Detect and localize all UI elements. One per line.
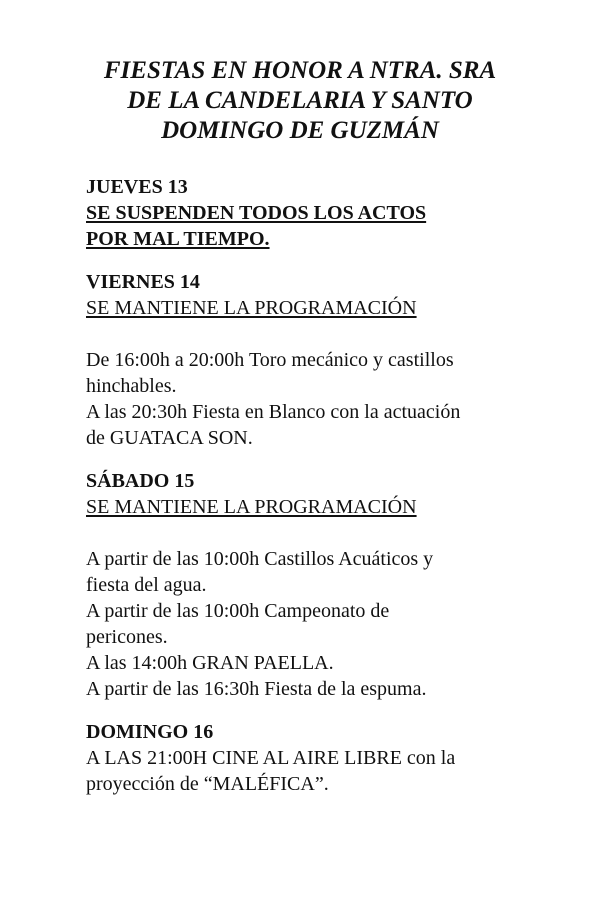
notice-line-2: POR MAL TIEMPO. bbox=[86, 228, 270, 250]
event-list bbox=[86, 546, 514, 702]
event-line: hinchables. bbox=[86, 375, 177, 397]
document-title bbox=[86, 56, 514, 146]
cancellation-notice bbox=[86, 200, 514, 252]
event-item bbox=[86, 598, 514, 650]
section-thursday bbox=[86, 174, 514, 252]
title-line-3: DOMINGO DE GUZMÁN bbox=[161, 117, 439, 144]
day-heading: DOMINGO 16 bbox=[86, 721, 214, 743]
event-line: A las 20:30h Fiesta en Blanco con la actuación bbox=[86, 401, 461, 423]
title-line-2: DE LA CANDELARIA Y SANTO bbox=[127, 87, 473, 114]
event-list bbox=[86, 347, 514, 451]
event-item bbox=[86, 745, 514, 797]
event-line: de GUATACA SON. bbox=[86, 427, 253, 449]
notice-line-1: SE SUSPENDEN TODOS LOS ACTOS bbox=[86, 202, 427, 224]
event-line: A partir de las 16:30h Fiesta de la espuma. bbox=[86, 678, 427, 700]
day-heading: JUEVES 13 bbox=[86, 176, 188, 198]
event-item bbox=[86, 650, 514, 676]
event-line: A partir de las 10:00h Castillos Acuáticos y bbox=[86, 548, 434, 570]
section-friday bbox=[86, 269, 514, 451]
event-line: A LAS 21:00H CINE AL AIRE LIBRE con la bbox=[86, 747, 456, 769]
event-line: pericones. bbox=[86, 626, 168, 648]
day-heading: SÁBADO 15 bbox=[86, 470, 195, 492]
program-notice: SE MANTIENE LA PROGRAMACIÓN bbox=[86, 496, 417, 518]
program-notice: SE MANTIENE LA PROGRAMACIÓN bbox=[86, 297, 417, 319]
event-item bbox=[86, 546, 514, 598]
event-line: A partir de las 10:00h Campeonato de bbox=[86, 600, 390, 622]
event-line: A las 14:00h GRAN PAELLA. bbox=[86, 652, 334, 674]
event-item bbox=[86, 347, 514, 399]
section-sunday bbox=[86, 719, 514, 797]
section-saturday bbox=[86, 468, 514, 702]
event-line: fiesta del agua. bbox=[86, 574, 207, 596]
event-line: proyección de “MALÉFICA”. bbox=[86, 773, 329, 795]
day-heading: VIERNES 14 bbox=[86, 271, 200, 293]
event-item bbox=[86, 399, 514, 451]
title-line-1: FIESTAS EN HONOR A NTRA. SRA bbox=[103, 57, 497, 84]
event-line: De 16:00h a 20:00h Toro mecánico y castillos bbox=[86, 349, 454, 371]
event-item bbox=[86, 676, 514, 702]
